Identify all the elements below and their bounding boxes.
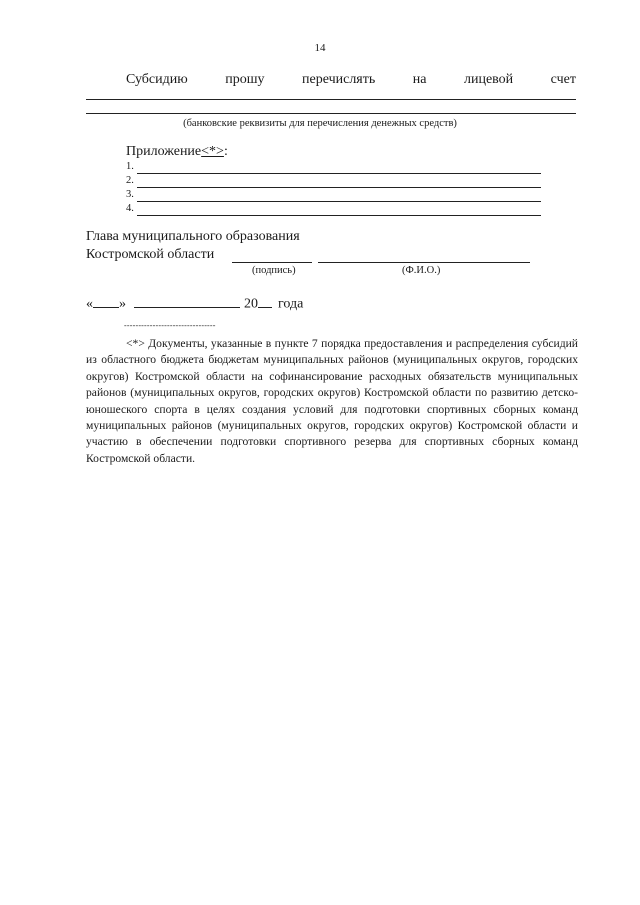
attachment-number: 4. (126, 203, 134, 214)
attachment-number: 3. (126, 189, 134, 200)
footnote-text: <*> Документы, указанные в пункте 7 порядка предоставления и распределения субсидий из областного бюджета бюджетам муниципальных районов (муниципальных округов, городских округов) Костромской области на софинансирование расходных обязательств муниципальных районов (муниципальных округов, городских округов) Костромской области по развитию детско-юношеского спорта в целях создания условий для подготовки спортивных сборных команд муниципальных районов (муниципальных округов, городских округов) Костромской области и участию в обеспечении подготовки спортивного резерва для спортивных сборных команд Костромской области. (86, 337, 578, 465)
request-word: Субсидию (126, 72, 188, 87)
bank-details-caption: (банковские реквизиты для перечисления денежных средств) (183, 118, 457, 129)
attachments-title-colon: : (223, 144, 228, 159)
attachment-blank-line[interactable] (137, 187, 541, 188)
subsidy-request-line (126, 72, 576, 88)
request-word: счет (550, 72, 576, 87)
year-blank[interactable] (258, 292, 272, 308)
attachments-title-text: Приложение (126, 144, 202, 159)
head-title-line-2: Костромской области (86, 247, 215, 262)
attachment-blank-line[interactable] (137, 215, 541, 216)
day-blank[interactable] (93, 292, 119, 308)
attachment-blank-line[interactable] (137, 173, 541, 174)
year-prefix: 20 (244, 296, 258, 312)
full-name-caption: (Ф.И.О.) (402, 265, 441, 276)
date-open-quote: « (86, 296, 93, 312)
year-suffix: года (278, 296, 304, 312)
account-blank-line-1[interactable] (86, 99, 576, 100)
full-name-blank-line[interactable] (318, 262, 530, 263)
signature-blank-line[interactable] (232, 262, 312, 263)
date-close-quote: » (119, 296, 126, 312)
attachment-number: 1. (126, 161, 134, 172)
request-word: лицевой (463, 72, 514, 87)
signature-caption: (подпись) (252, 265, 296, 276)
head-title-line-1: Глава муниципального образования (86, 229, 300, 244)
attachment-blank-line[interactable] (137, 201, 541, 202)
footnote-separator: -------------------------------- (124, 321, 216, 330)
page-number: 14 (314, 42, 326, 54)
attachments-title (126, 144, 228, 160)
request-word: на (412, 72, 427, 87)
footnote-reference-mark[interactable]: <*> (201, 144, 224, 159)
account-blank-line-2[interactable] (86, 113, 576, 114)
request-word: перечислять (302, 72, 376, 87)
request-word: прошу (225, 72, 265, 87)
date-line (86, 292, 303, 313)
month-blank[interactable] (134, 292, 240, 308)
attachment-number: 2. (126, 175, 134, 186)
